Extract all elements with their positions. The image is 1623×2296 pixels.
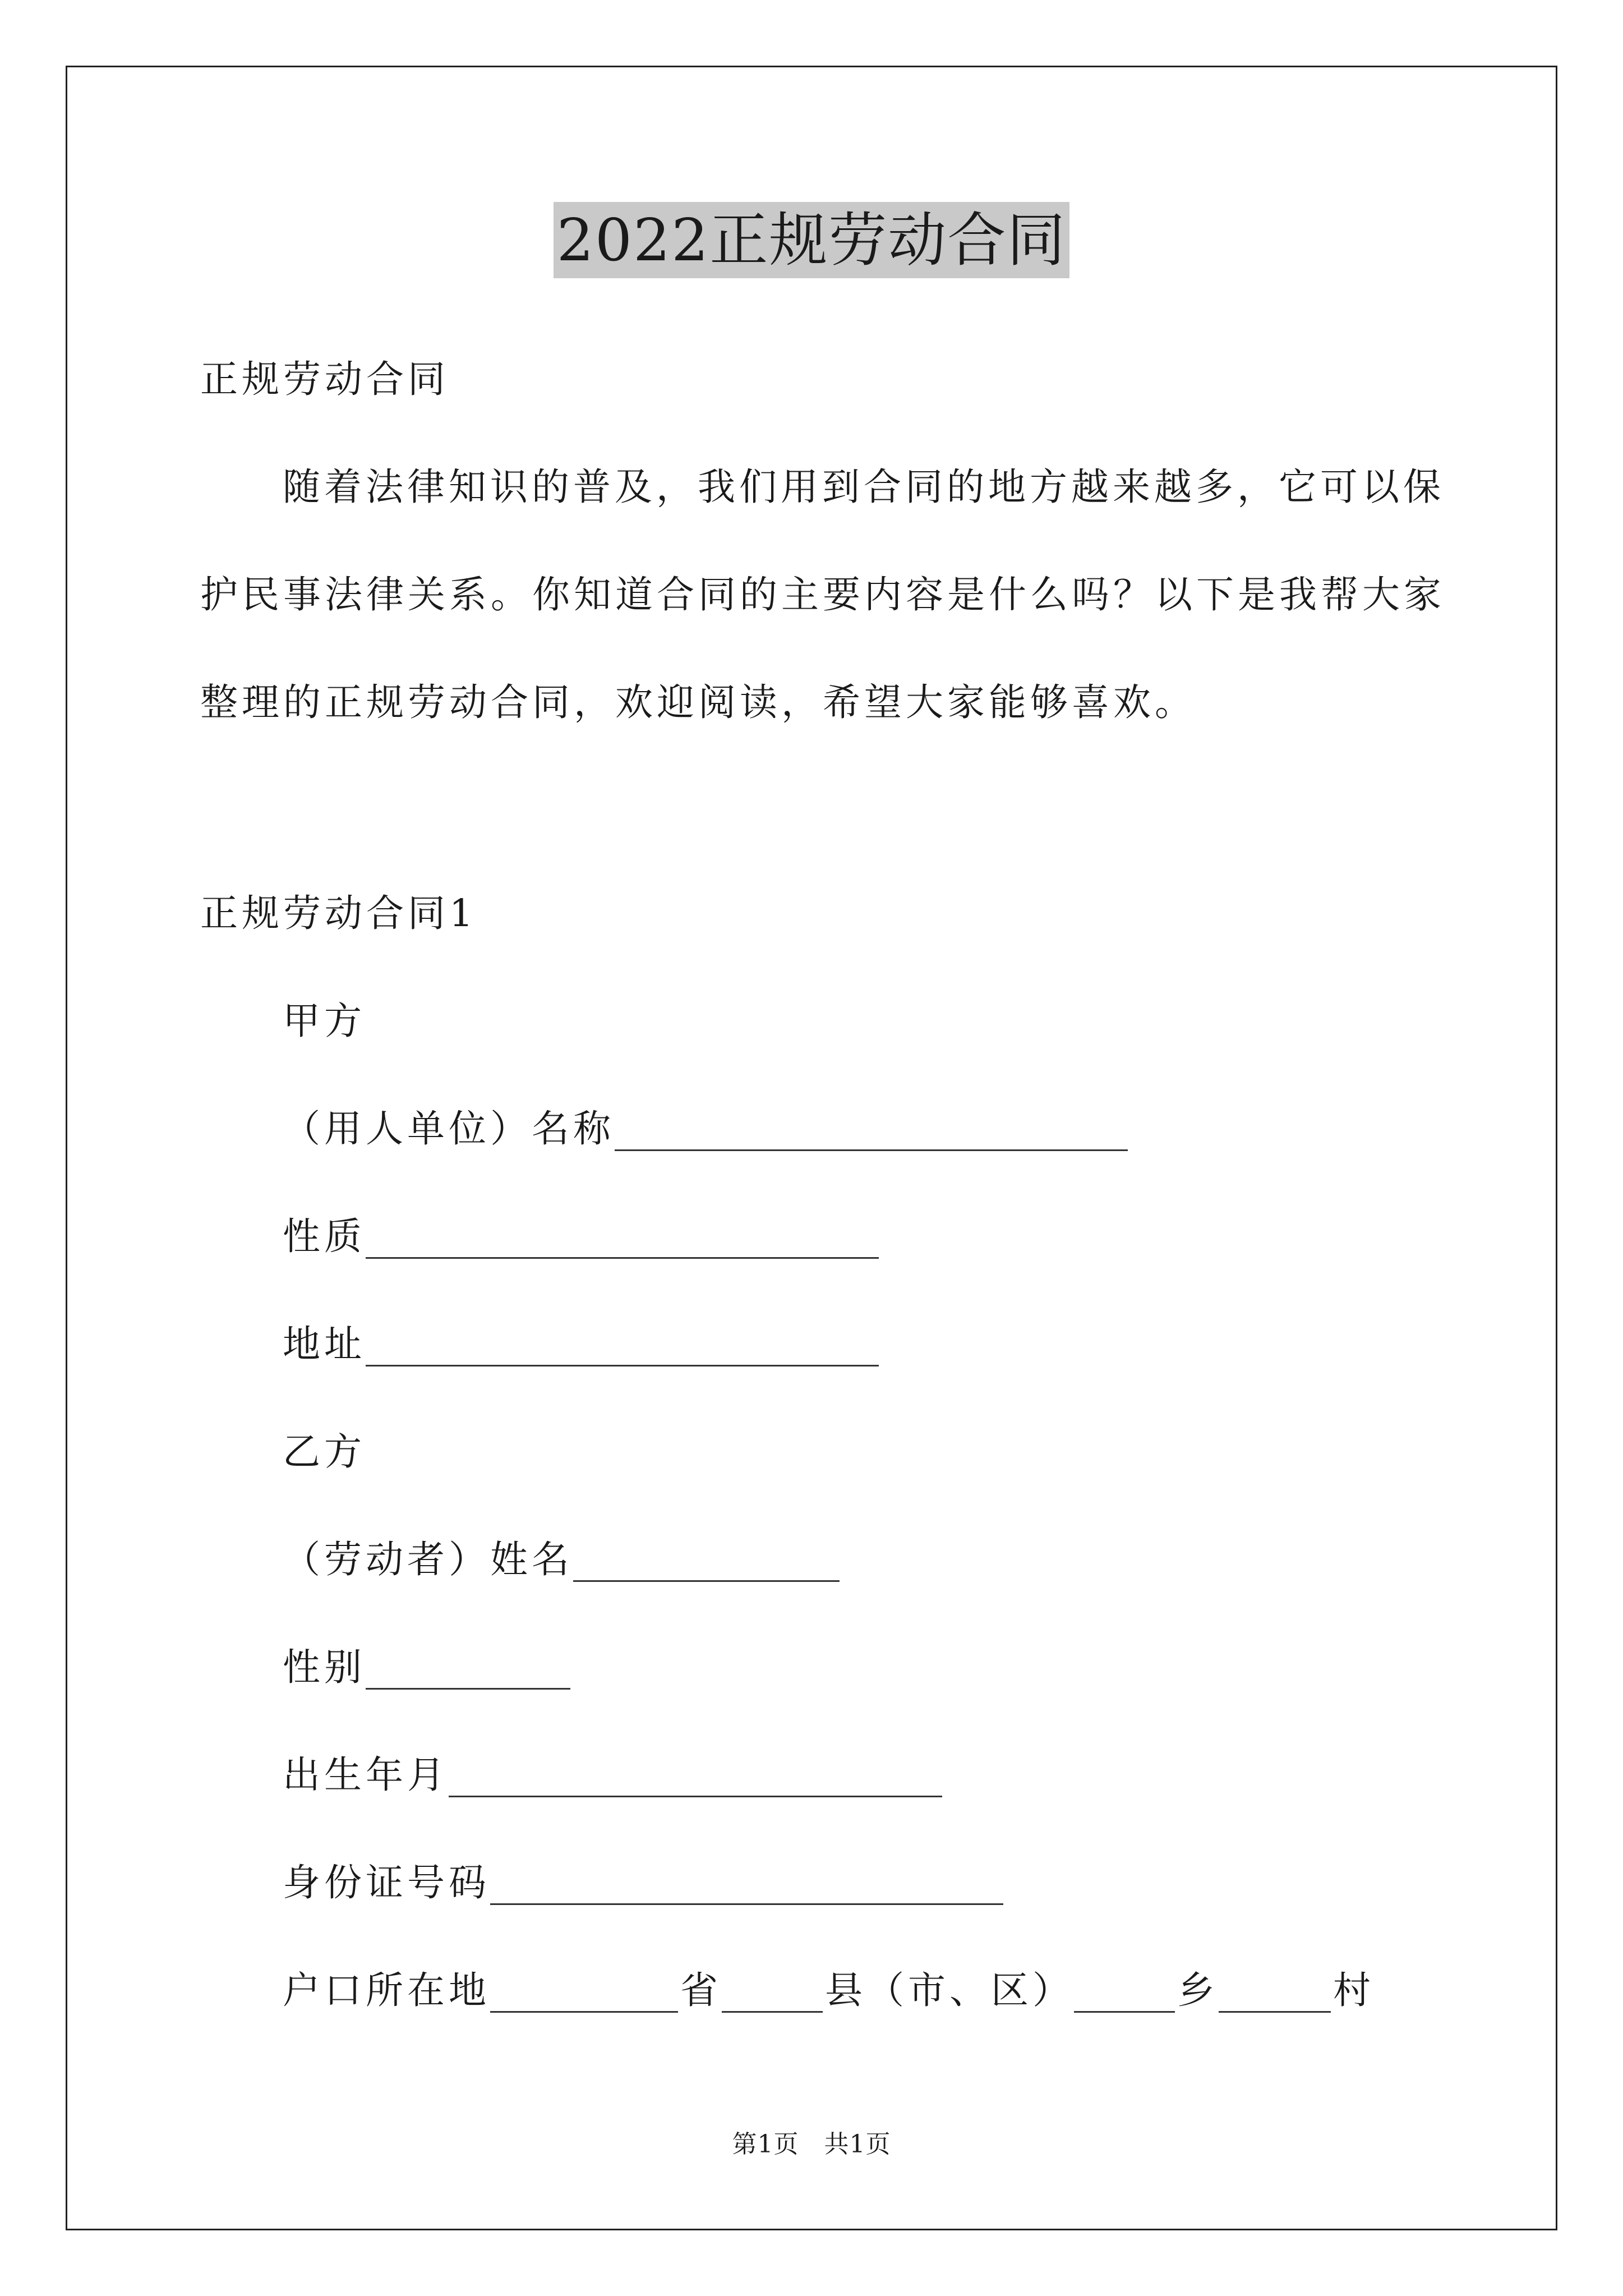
- section-title: 正规劳动合同1: [200, 891, 477, 935]
- party-a-label: 甲方: [283, 999, 366, 1043]
- party-a-nature-blank[interactable]: [366, 1221, 879, 1259]
- title-wrap: [0, 202, 1623, 278]
- party-b-id-label: 身份证号码: [283, 1861, 490, 1904]
- party-b-birth-blank[interactable]: [449, 1760, 942, 1797]
- party-a-address-row: [283, 1322, 881, 1366]
- party-a-address-blank[interactable]: [366, 1329, 879, 1366]
- party-b-gender-blank[interactable]: [366, 1652, 570, 1690]
- party-b-name-row: [283, 1537, 842, 1582]
- intro-paragraph-line-1: 随着法律知识的普及，我们用到合同的地方越来越多，它可以保: [283, 465, 1445, 509]
- hukou-county-label: 县（市、区）: [825, 1968, 1074, 2012]
- party-b-id-row: [283, 1860, 1006, 1905]
- party-a-name-row: [283, 1106, 1130, 1151]
- party-b-birth-row: [283, 1752, 944, 1797]
- document-heading: 正规劳动合同: [200, 357, 449, 401]
- intro-paragraph-line-2: 护民事法律关系。你知道合同的主要内容是什么吗？以下是我帮大家: [200, 573, 1445, 616]
- party-a-nature-row: [283, 1214, 881, 1259]
- party-a-name-blank[interactable]: [615, 1114, 1128, 1151]
- intro-paragraph-line-3: 整理的正规劳动合同，欢迎阅读，希望大家能够喜欢。: [200, 680, 1196, 724]
- party-b-gender-label: 性别: [283, 1645, 366, 1689]
- hukou-county-blank[interactable]: [722, 1975, 823, 2013]
- hukou-row: [283, 1968, 1375, 2013]
- party-b-name-label: （劳动者）姓名: [283, 1538, 573, 1581]
- party-a-address-label: 地址: [283, 1322, 366, 1366]
- hukou-province-blank[interactable]: [490, 1975, 678, 2013]
- hukou-province-label: 省: [680, 1968, 722, 2012]
- party-a-nature-label: 性质: [283, 1214, 366, 1258]
- party-b-id-blank[interactable]: [490, 1867, 1003, 1905]
- party-b-name-blank[interactable]: [573, 1544, 840, 1582]
- party-b-label: 乙方: [283, 1430, 366, 1474]
- hukou-village-blank[interactable]: [1219, 1975, 1331, 2013]
- document-title: 2022正规劳动合同: [554, 202, 1070, 278]
- party-b-birth-label: 出生年月: [283, 1753, 449, 1797]
- hukou-village-label: 村: [1333, 1968, 1375, 2012]
- hukou-label: 户口所在地: [283, 1968, 490, 2012]
- party-a-name-label: （用人单位）名称: [283, 1107, 615, 1151]
- hukou-township-blank[interactable]: [1074, 1975, 1175, 2013]
- page-footer: 第1页 共1页: [732, 2130, 891, 2159]
- hukou-township-label: 乡: [1177, 1968, 1219, 2012]
- party-b-gender-row: [283, 1645, 573, 1690]
